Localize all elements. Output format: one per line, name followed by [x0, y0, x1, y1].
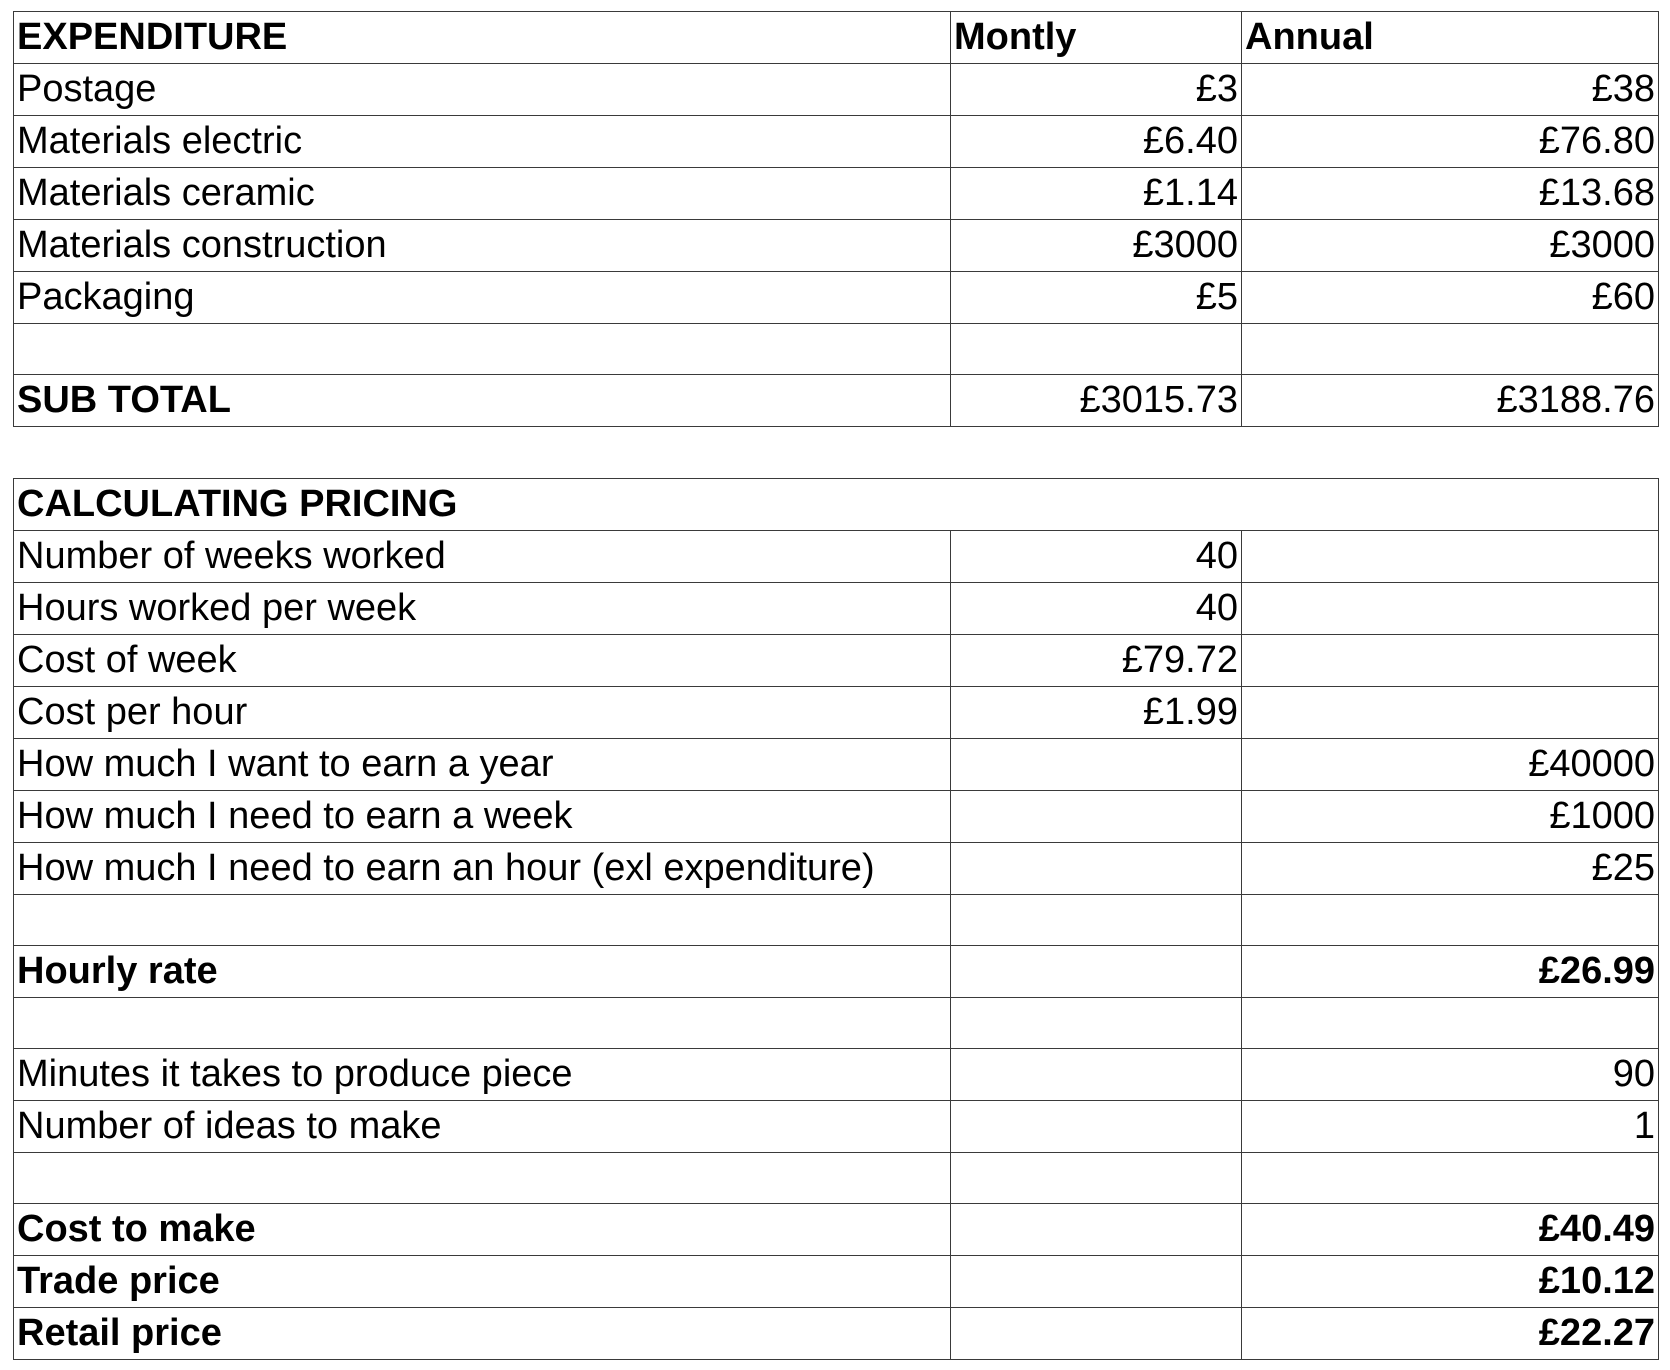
- row-label-cell[interactable]: Postage: [14, 64, 951, 116]
- table-row: [14, 168, 1659, 220]
- row-label-cell[interactable]: Number of weeks worked: [14, 531, 951, 583]
- monthly-value-cell[interactable]: £1.14: [951, 168, 1242, 220]
- pricing-title-cell[interactable]: CALCULATING PRICING: [14, 479, 1659, 531]
- pricing-header-row: [14, 479, 1659, 531]
- cost-to-make-value-cell[interactable]: £40.49: [1242, 1204, 1659, 1256]
- table-row: [14, 687, 1659, 739]
- monthly-value-cell[interactable]: £79.72: [951, 635, 1242, 687]
- empty-cell[interactable]: [1242, 998, 1659, 1049]
- monthly-value-cell[interactable]: [951, 739, 1242, 791]
- monthly-value-cell[interactable]: £3000: [951, 220, 1242, 272]
- annual-value-cell[interactable]: 1: [1242, 1101, 1659, 1153]
- table-row: [14, 739, 1659, 791]
- monthly-value-cell[interactable]: £6.40: [951, 116, 1242, 168]
- annual-value-cell[interactable]: 90: [1242, 1049, 1659, 1101]
- empty-cell[interactable]: [1242, 895, 1659, 946]
- cost-to-make-label-cell[interactable]: Cost to make: [14, 1204, 951, 1256]
- annual-value-cell[interactable]: £1000: [1242, 791, 1659, 843]
- hourly-rate-value-cell[interactable]: £26.99: [1242, 946, 1659, 998]
- annual-value-cell[interactable]: £40000: [1242, 739, 1659, 791]
- monthly-value-cell[interactable]: £3: [951, 64, 1242, 116]
- monthly-header-cell[interactable]: Montly: [951, 12, 1242, 64]
- row-label-cell[interactable]: Hours worked per week: [14, 583, 951, 635]
- annual-value-cell[interactable]: £3000: [1242, 220, 1659, 272]
- pricing-table: [13, 478, 1659, 1360]
- table-row: [14, 1101, 1659, 1153]
- monthly-value-cell[interactable]: 40: [951, 531, 1242, 583]
- annual-value-cell[interactable]: [1242, 583, 1659, 635]
- empty-cell[interactable]: [951, 1049, 1242, 1101]
- row-label-cell[interactable]: Minutes it takes to produce piece: [14, 1049, 951, 1101]
- empty-row: [14, 324, 1659, 375]
- empty-cell[interactable]: [14, 895, 951, 946]
- trade-price-label-cell[interactable]: Trade price: [14, 1256, 951, 1308]
- empty-cell[interactable]: [14, 324, 951, 375]
- result-row: [14, 1256, 1659, 1308]
- empty-cell[interactable]: [1242, 1153, 1659, 1204]
- annual-value-cell[interactable]: [1242, 531, 1659, 583]
- row-label-cell[interactable]: Cost per hour: [14, 687, 951, 739]
- annual-value-cell[interactable]: [1242, 635, 1659, 687]
- annual-value-cell[interactable]: £76.80: [1242, 116, 1659, 168]
- row-label-cell[interactable]: Number of ideas to make: [14, 1101, 951, 1153]
- monthly-value-cell[interactable]: [951, 843, 1242, 895]
- empty-row: [14, 895, 1659, 946]
- subtotal-row: [14, 375, 1659, 427]
- table-row: [14, 531, 1659, 583]
- empty-cell[interactable]: [1242, 324, 1659, 375]
- annual-value-cell[interactable]: [1242, 687, 1659, 739]
- annual-value-cell[interactable]: £13.68: [1242, 168, 1659, 220]
- annual-value-cell[interactable]: £38: [1242, 64, 1659, 116]
- table-row: [14, 791, 1659, 843]
- table-row: [14, 220, 1659, 272]
- result-row: [14, 1204, 1659, 1256]
- empty-cell[interactable]: [951, 1256, 1242, 1308]
- monthly-value-cell[interactable]: [951, 791, 1242, 843]
- subtotal-annual-cell[interactable]: £3188.76: [1242, 375, 1659, 427]
- row-label-cell[interactable]: Materials ceramic: [14, 168, 951, 220]
- monthly-value-cell[interactable]: £1.99: [951, 687, 1242, 739]
- trade-price-value-cell[interactable]: £10.12: [1242, 1256, 1659, 1308]
- row-label-cell[interactable]: Materials electric: [14, 116, 951, 168]
- annual-value-cell[interactable]: £60: [1242, 272, 1659, 324]
- retail-price-label-cell[interactable]: Retail price: [14, 1308, 951, 1360]
- hourly-rate-row: [14, 946, 1659, 998]
- subtotal-monthly-cell[interactable]: £3015.73: [951, 375, 1242, 427]
- table-row: [14, 843, 1659, 895]
- result-row: [14, 1308, 1659, 1360]
- table-row: [14, 635, 1659, 687]
- row-label-cell[interactable]: How much I need to earn an hour (exl expenditure): [14, 843, 951, 895]
- monthly-value-cell[interactable]: 40: [951, 583, 1242, 635]
- empty-cell[interactable]: [951, 946, 1242, 998]
- retail-price-value-cell[interactable]: £22.27: [1242, 1308, 1659, 1360]
- table-row: [14, 272, 1659, 324]
- empty-cell[interactable]: [951, 1204, 1242, 1256]
- expenditure-header-row: [14, 12, 1659, 64]
- row-label-cell[interactable]: Materials construction: [14, 220, 951, 272]
- empty-cell[interactable]: [951, 1153, 1242, 1204]
- annual-header-cell[interactable]: Annual: [1242, 12, 1659, 64]
- subtotal-label-cell[interactable]: SUB TOTAL: [14, 375, 951, 427]
- empty-cell[interactable]: [951, 1101, 1242, 1153]
- table-row: [14, 1049, 1659, 1101]
- row-label-cell[interactable]: Cost of week: [14, 635, 951, 687]
- expenditure-title-cell[interactable]: EXPENDITURE: [14, 12, 951, 64]
- table-row: [14, 583, 1659, 635]
- empty-row: [14, 998, 1659, 1049]
- empty-row: [14, 1153, 1659, 1204]
- empty-cell[interactable]: [951, 998, 1242, 1049]
- expenditure-table: [13, 11, 1659, 427]
- empty-cell[interactable]: [14, 1153, 951, 1204]
- hourly-rate-label-cell[interactable]: Hourly rate: [14, 946, 951, 998]
- annual-value-cell[interactable]: £25: [1242, 843, 1659, 895]
- empty-cell[interactable]: [951, 1308, 1242, 1360]
- empty-cell[interactable]: [951, 324, 1242, 375]
- empty-cell[interactable]: [951, 895, 1242, 946]
- table-row: [14, 116, 1659, 168]
- table-row: [14, 64, 1659, 116]
- row-label-cell[interactable]: How much I want to earn a year: [14, 739, 951, 791]
- monthly-value-cell[interactable]: £5: [951, 272, 1242, 324]
- row-label-cell[interactable]: How much I need to earn a week: [14, 791, 951, 843]
- empty-cell[interactable]: [14, 998, 951, 1049]
- row-label-cell[interactable]: Packaging: [14, 272, 951, 324]
